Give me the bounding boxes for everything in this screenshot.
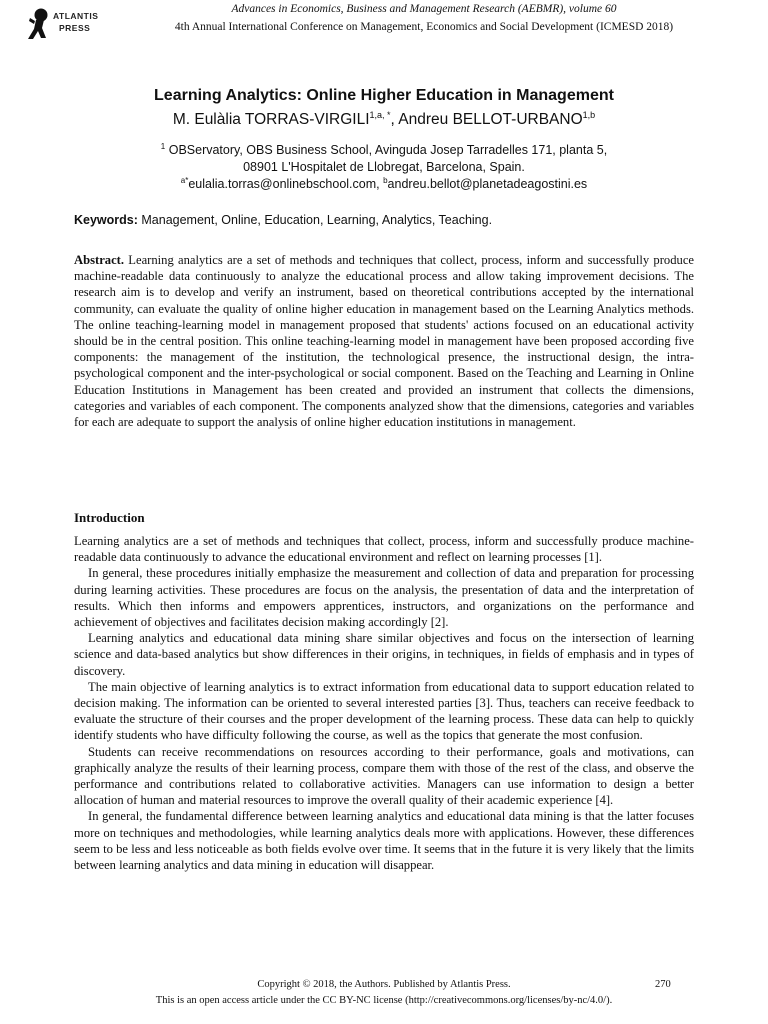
keywords [74, 213, 694, 227]
intro-paragraph: In general, these procedures initially emphasize the measurement and collection of data and preparation for processing during learning activities. These procedures are focus on the analysis, the presentation of data and the interpretation of results. Which then informs and empowers apprentices, instructors, and organizations on the performance and achievement of objectives and facilitates decision making accordingly [2]. [74, 566, 694, 630]
intro-paragraph: In general, the fundamental difference between learning analytics and educational data mining is that the latter focuses more on techniques and methodologies, while learning analytics deals more with applications. However, these differences seem to be less and less noticeable as both fields evolve over time. It seems that in the future it is very likely that the limits between learning analytics and data mining in education will disappear. [74, 809, 694, 873]
authors-line [0, 110, 768, 129]
email-a: eulalia.torras@onlinebschool.com, [188, 177, 384, 192]
abstract-text: Learning analytics are a set of methods and techniques that collect, process, inform and successfully produce machine-readable data continuously to analyze the educational process and allow taking improvement decisions. The research aim is to develop and verify an instrument, based on theoretical contributions accepted by the international community, can evaluate the quality of online higher education in management based on the Learning Analytics methods. The online teaching-learning model in management proposed that students' actions focused on an educational activity should be in the central position. This online teaching-learning model in management have been proposed according five components: the management of the institution, the technological presence, the instructional design, the intra-psychological component and the inter-psychological or social component. Based on the Teaching and Learning in Online Education Institutions in Management has been created and provided an instrument that collects the dimensions, categories and variables of each component. The components analyzed show that the dimensions, categories and variables for each are adequate to support the analysis of online higher education institutions in management. [74, 253, 694, 430]
introduction-heading: Introduction [74, 510, 145, 525]
atlas-figure-icon [26, 8, 52, 42]
affiliation [0, 138, 768, 176]
header-series: Advances in Economics, Business and Management Research (AEBMR), volume 60 [231, 3, 617, 15]
page-number: 270 [655, 979, 671, 990]
keywords-text: Management, Online, Education, Learning, Analytics, Teaching. [137, 213, 493, 227]
author-2-affiliation: 1,b [582, 110, 596, 120]
logo-line2: PRESS [59, 23, 91, 33]
author-2: Andreu BELLOT-URBANO [398, 111, 583, 129]
intro-paragraph: Learning analytics are a set of methods and techniques that collect, process, inform and successfully produce machine-readable data continuously to advance the educational environment and reflect on learning processes [1]. [74, 534, 694, 565]
introduction-body [74, 533, 694, 873]
footer-copyright: Copyright © 2018, the Authors. Published by Atlantis Press. [257, 979, 511, 990]
affiliation-marker: 1 [160, 142, 166, 151]
author-1-affiliation: 1,a, * [369, 110, 391, 120]
logo-line1: ATLANTIS [53, 11, 99, 21]
abstract-label: Abstract. [74, 253, 125, 267]
author-emails [0, 176, 768, 191]
intro-paragraph: Learning analytics and educational data mining share similar objectives and focus on the intersection of learning science and data-based analytics but show differences in their origins, in techniques, in fields of emphasis and in types of discovery. [74, 631, 694, 678]
email-a-marker: a* [180, 176, 189, 185]
email-b-marker: b [383, 176, 388, 185]
intro-paragraph: Students can receive recommendations on resources according to their performance, goals and motivations, can graphically analyze the results of their learning process, compare them with those of the rest of the class, and observe the performance and contributions related to collaborative activities. Managers can use information to design a better allocation of human and material resources to improve the overall quality of their academic experience [4]. [74, 744, 694, 808]
author-1: M. Eulàlia TORRAS-VIRGILI [172, 111, 370, 129]
author-separator: , [390, 111, 399, 129]
abstract [74, 252, 694, 430]
affiliation-line-2: 08901 L'Hospitalet de Llobregat, Barcelona, Spain. [243, 160, 525, 175]
logo-text [53, 10, 98, 34]
atlantis-press-logo [26, 6, 106, 50]
affiliation-line-1: OBServatory, OBS Business School, Avinguda Josep Tarradelles 171, planta 5, [165, 143, 608, 158]
header-conference: 4th Annual International Conference on Management, Economics and Social Development (ICMESD 2018) [174, 21, 674, 33]
keywords-label: Keywords: [74, 213, 138, 227]
footer-license: This is an open access article under the CC BY-NC license (http://creativecommons.org/licenses/by-nc/4.0/). [155, 995, 613, 1006]
email-b: andreu.bellot@planetadeagostini.es [387, 177, 588, 192]
paper-title: Learning Analytics: Online Higher Education in Management [154, 87, 614, 104]
intro-paragraph: The main objective of learning analytics is to extract information from educational data to support education related to decision making. The information can be oriented to several interested parties [3]. Thus, teachers can receive feedback to evaluate the structure of their courses and the proper development of the learning process. These data can help to quickly identify students who have difficulty following the course, as well as the topics that generate the most confusion. [74, 679, 694, 743]
